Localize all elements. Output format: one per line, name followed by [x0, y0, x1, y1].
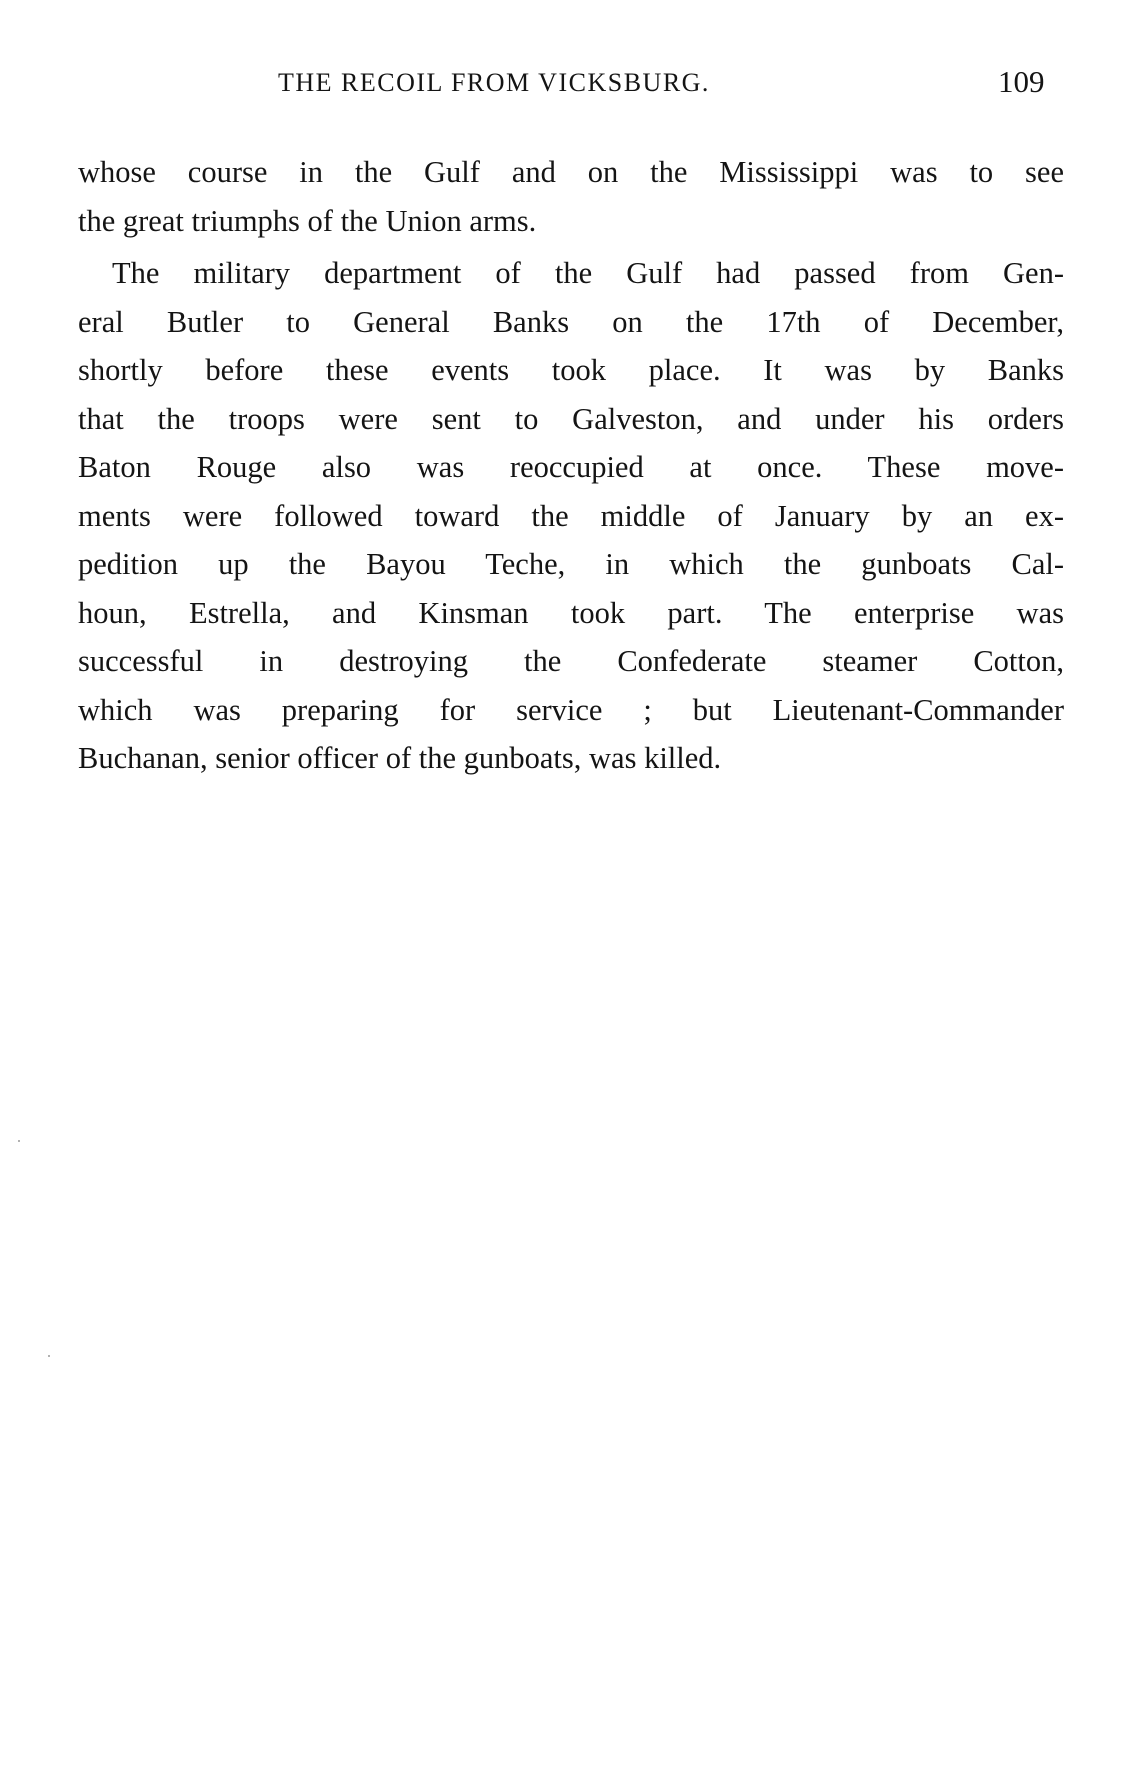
text-line: successful in destroying the Confederate steamer Cotton,: [78, 644, 1064, 678]
page-number: 109: [998, 64, 1045, 99]
text-line: shortly before these events took place. It was by Banks: [78, 353, 1064, 387]
text-line: The military department of the Gulf had passed from Gen-: [112, 256, 1064, 290]
text-line: houn, Estrella, and Kinsman took part. The enterprise was: [78, 595, 1064, 630]
body-text: [78, 148, 1064, 783]
paragraph-continued: [78, 148, 1064, 245]
running-header: [0, 64, 1122, 108]
text-line: that the troops were sent to Galveston, and under his orders: [78, 401, 1064, 436]
text-line: eral Butler to General Banks on the 17th of December,: [78, 304, 1064, 339]
text-line: ments were followed toward the middle of January by an ex-: [78, 498, 1064, 533]
running-title: THE RECOIL FROM VICKSBURG.: [278, 68, 710, 97]
text-line: Baton Rouge also was reoccupied at once. These move-: [78, 450, 1064, 484]
text-line: pedition up the Bayou Teche, in which the gunboats Cal-: [78, 547, 1064, 581]
paragraph: [78, 249, 1064, 783]
text-line: which was preparing for service ; but Lieutenant-Commander: [78, 692, 1064, 727]
text-line: Buchanan, senior officer of the gunboats, was killed.: [78, 741, 722, 775]
text-line: whose course in the Gulf and on the Mississippi was to see: [78, 155, 1064, 189]
text-line: the great triumphs of the Union arms.: [78, 203, 537, 238]
scan-speck: [48, 1355, 50, 1357]
scan-speck: [18, 1140, 20, 1142]
